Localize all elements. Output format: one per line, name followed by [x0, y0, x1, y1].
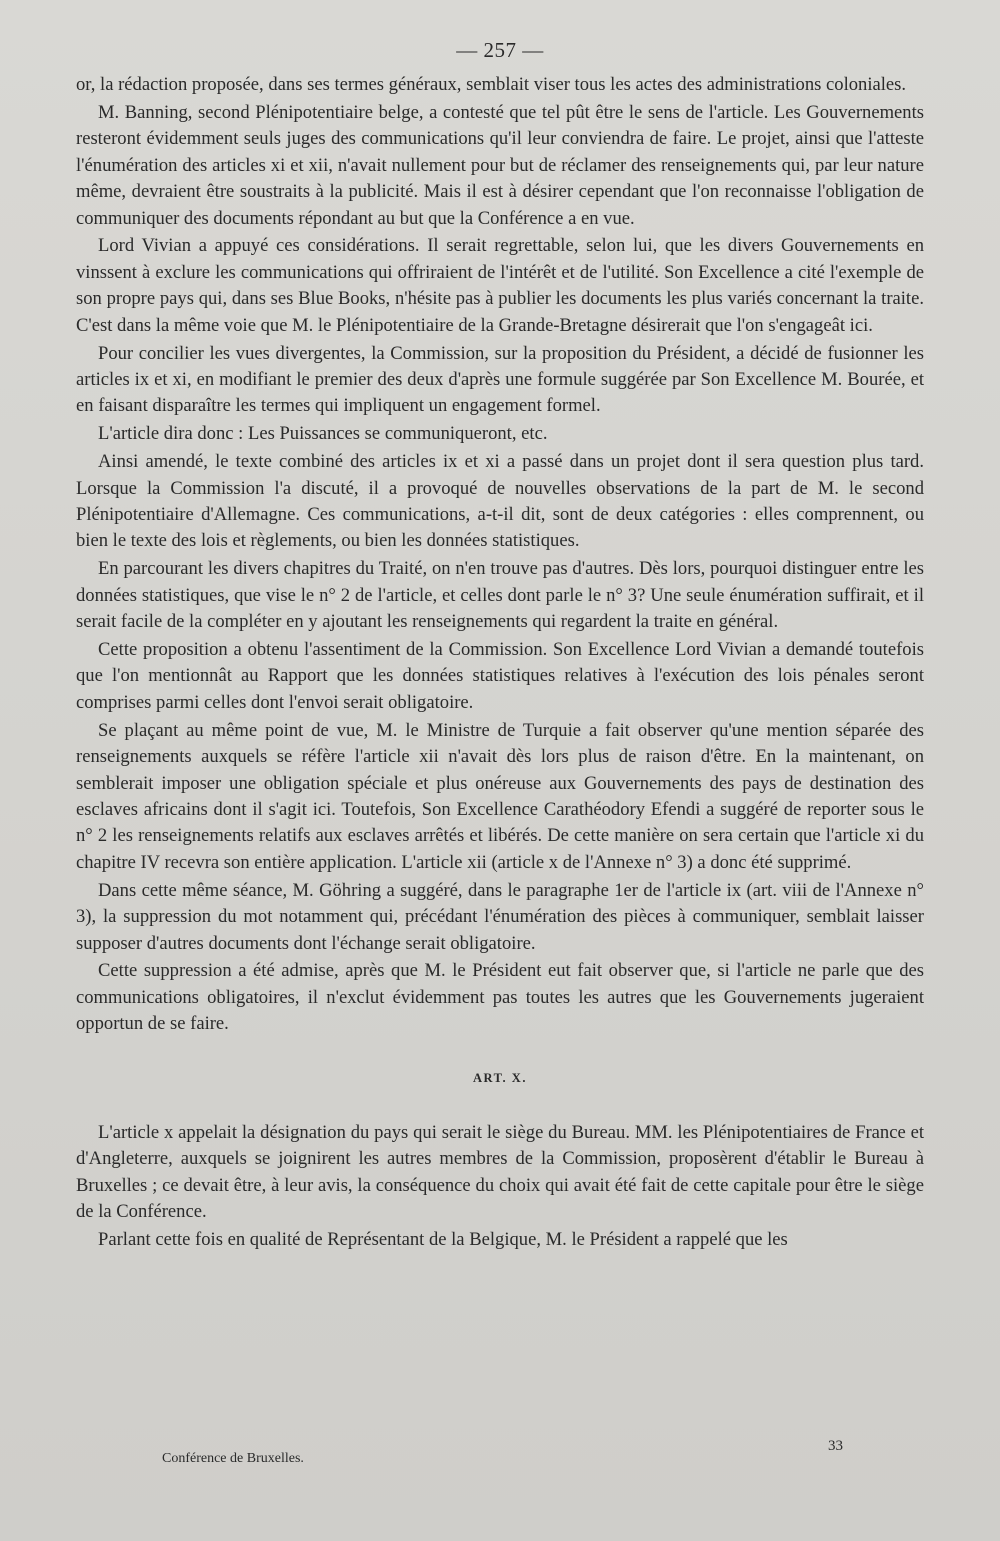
paragraph: Ainsi amendé, le texte combiné des articles ix et xi a passé dans un projet dont il sera question plus tard. Lorsque la Commission l'a discuté, il a provoqué de nouvelles observations de la part de M. le second Plénipotentiaire d'Allemagne. Ces communications, a-t-il dit, sont de deux catégories : elles comprennent, ou bien le texte des lois et règlements, ou bien les données statistiques. [76, 451, 924, 552]
paragraph: En parcourant les divers chapitres du Traité, on n'en trouve pas d'autres. Dès lors, pourquoi distinguer entre les données statistiques, que vise le n° 2 de l'article, et celles dont parle le n° 3? Une seule énumération suffirait, et il serait facile de la compléter en y ajoutant les renseignements qui regardent la traite en général. [76, 558, 924, 633]
footer-title: Conférence de Bruxelles. [162, 1451, 304, 1466]
paragraph: M. Banning, second Plénipotentiaire belge, a contesté que tel pût être le sens de l'article. Les Gouvernements resteront évidemment seuls juges des communications qu'il leur conviendra de faire. Le projet, ainsi que l'atteste l'énumération des articles xi et xii, n'avait nullement pour but de réclamer des renseignements qui, par leur nature même, devraient être soustraits à la publicité. Mais il est à désirer cependant que l'on reconnaisse l'obligation de communiquer des documents répondant au but que la Conférence a en vue. [76, 101, 924, 229]
section-heading: ART. X. [473, 1070, 527, 1085]
paragraph: Pour concilier les vues divergentes, la Commission, sur la proposition du Président, a décidé de fusionner les articles ix et xi, en modifiant le premier des deux d'après une formule suggérée par Son Excellence M. Bourée, et en faisant disparaître les termes qui impliquent un engagement formel. [76, 342, 924, 417]
footer-sheet-number: 33 [828, 1438, 843, 1454]
body-text [76, 72, 924, 1255]
paragraph: Parlant cette fois en qualité de Représentant de la Belgique, M. le Président a rappelé que les [98, 1229, 788, 1251]
paragraph: Cette suppression a été admise, après que M. le Président eut fait observer que, si l'article ne parle que des communications obligatoires, il n'exclut évidemment pas toutes les autres que les Gouvernements jugeraient opportun de se faire. [76, 960, 924, 1035]
paragraph: Lord Vivian a appuyé ces considérations. Il serait regrettable, selon lui, que les divers Gouvernements en vinssent à exclure les communications qui offriraient de l'intérêt et de l'utilité. Son Excellence a cité l'exemple de son propre pays qui, dans ses Blue Books, n'hésite pas à publier les documents les plus variés concernant la traite. C'est dans la même voie que M. le Plénipotentiaire de la Grande-Bretagne désirerait que l'on s'engageât ici. [76, 235, 924, 336]
paragraph: L'article x appelait la désignation du pays qui serait le siège du Bureau. MM. les Plénipotentiaires de France et d'Angleterre, auxquels se joignirent les autres membres de la Commission, proposèrent d'établir le Bureau à Bruxelles ; ce devait être, à leur avis, la conséquence du choix qui avait été fait de cette capitale pour être le siège de la Conférence. [76, 1122, 924, 1223]
paragraph: Cette proposition a obtenu l'assentiment de la Commission. Son Excellence Lord Vivian a demandé toutefois que l'on mentionnât au Rapport que les données statistiques relatives à l'exécution des lois pénales seront comprises parmi celles dont l'envoi serait obligatoire. [76, 639, 924, 713]
paragraph: or, la rédaction proposée, dans ses termes généraux, semblait viser tous les actes des administrations coloniales. [76, 74, 907, 95]
paragraph: L'article dira donc : Les Puissances se communiqueront, etc. [98, 423, 548, 445]
page-number: — 257 — [456, 38, 544, 62]
paragraph: Dans cette même séance, M. Göhring a suggéré, dans le paragraphe 1er de l'article ix (art. viii de l'Annexe n° 3), la suppression du mot notamment qui, précédant l'énumération des pièces à communiquer, semblait laisser supposer d'autres documents dont l'échange serait obligatoire. [76, 879, 924, 954]
paragraph: Se plaçant au même point de vue, M. le Ministre de Turquie a fait observer qu'une mention séparée des renseignements auxquels se réfère l'article xii n'avait dès lors plus de raison d'être. En la maintenant, on semblerait imposer une obligation spéciale et plus onéreuse aux Gouvernements des pays de destination des esclaves africains dont il s'agit ici. Toutefois, Son Excellence Carathéodory Efendi a suggéré de reporter sous le n° 2 les renseignements relatifs aux esclaves arrêtés et libérés. De cette manière on sera certain que l'article xi du chapitre IV recevra son entière application. L'article xii (article x de l'Annexe n° 3) a donc été supprimé. [76, 719, 924, 873]
